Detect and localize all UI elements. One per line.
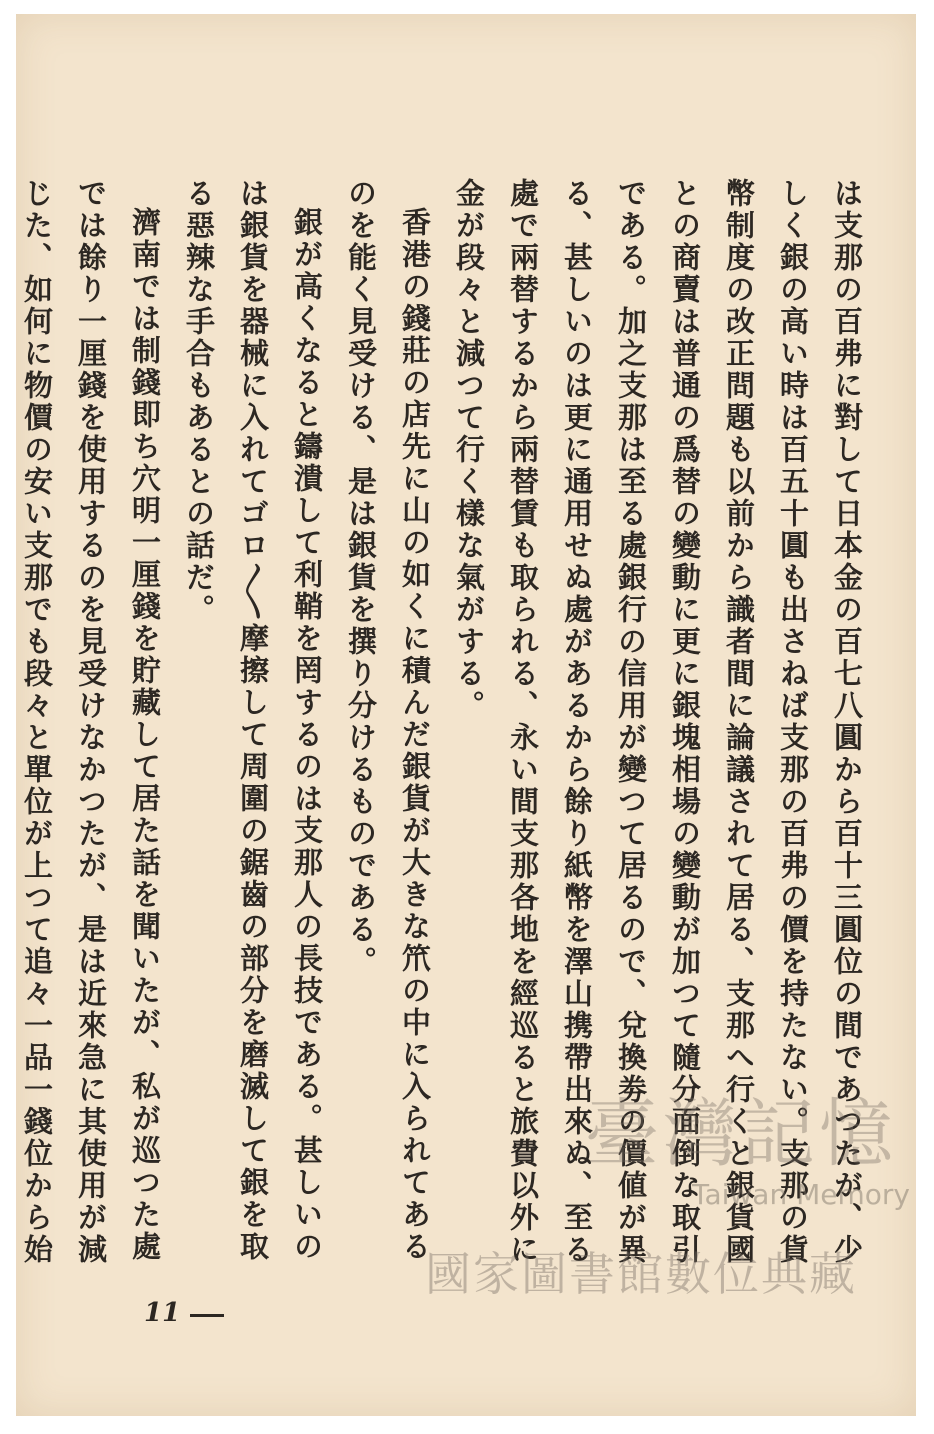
watermark-calligraphy: 臺灣記憶 [585,1091,897,1177]
page-number-rule [190,1314,224,1317]
watermark-english: Taiwan Memory [692,1178,910,1211]
page-number: 11 [144,1298,181,1328]
paragraph-3: 銀が高くなると鑄潰して利鞘を罔するのは支那人の長技である。甚しいのは銀貨を器械に入れてゴロ〳〵摩擦して周圍の鋸齒の部分を磨滅して銀を取る惡辣な手合もあるとの話だ。 [182,178,324,1263]
paragraph-1: は支那の百弗に對して日本金の百七八圓から百十三圓位の間であつたが、少しく銀の高い時は百五十圓も出さねば支那の百弗の價を持たない。支那の貨幣制度の改正問題も以前から識者間に論議されて居る、支那へ行くと銀貨國との商賣は普通の爲替の變動に更に銀塊相場の變動が加つて隨分面倒な取引である。加之支那は至る處銀行の信用が變つて居るので、兌換劵の價値が異る、甚しいのは更に通用せぬ處があるから餘り紙幣を澤山携帶出來ぬ、至る處で兩替するから兩替賃も取られる、永い間支那各地を經巡ると旅費以外に金が段々と減つて行く樣な氣がする。 [452,178,864,1266]
watermark-library-name: 國家圖書館數位典藏 [425,1247,857,1301]
paragraph-4: 濟南では制錢即ち穴明一厘錢を貯藏して居た話を聞いたが、私が巡つた處では餘り一厘錢を使用するのを見受けなかつたが、是は近來急に其使用が減じた、如何に物價の安い支那でも段々と單位が上つて追々一品一錢位から始 [20,178,162,1266]
paragraph-2: 香港の錢莊の店先に山の如くに積んだ銀貨が大きな笊の中に入られてあるのを能く見受ける、是は銀貨を撰り分けるものである。 [344,178,432,1263]
